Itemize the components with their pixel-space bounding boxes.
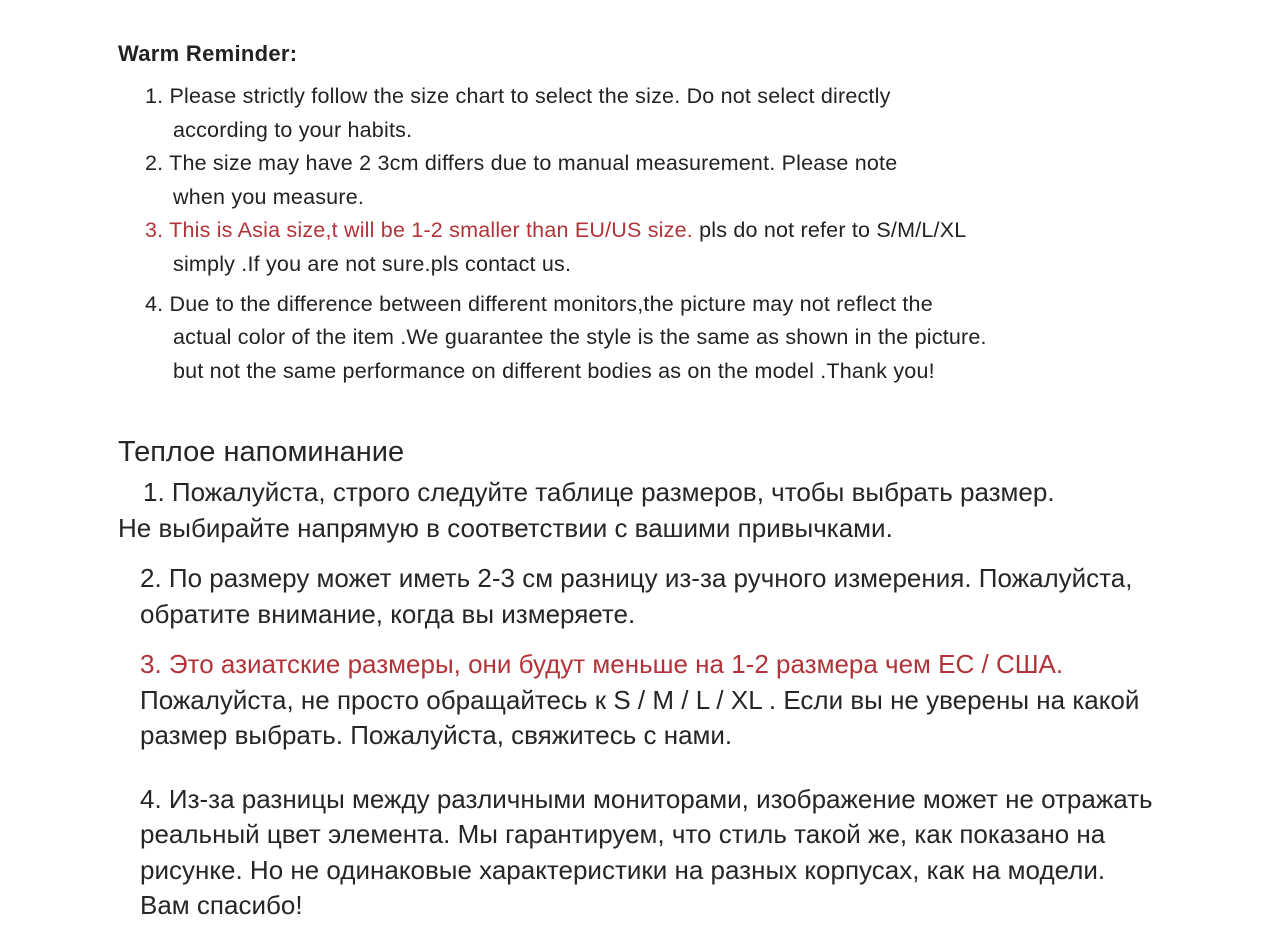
text-line: simply .If you are not sure.pls contact us.	[173, 251, 572, 276]
russian-item-1	[118, 475, 1280, 546]
text-line: when you measure.	[173, 184, 365, 209]
red-highlight-text: 3. This is Asia size,t will be 1-2 smaller than EU/US size.	[145, 218, 693, 243]
russian-item-3	[140, 647, 1280, 754]
text-line: according to your habits.	[173, 117, 413, 142]
text-line: 2. The size may have 2 3cm differs due to manual measurement. Please note	[145, 151, 898, 176]
text-line: 1. Пожалуйста, строго следуйте таблице размеров, чтобы выбрать размер.	[143, 477, 1055, 508]
russian-title: Теплое напоминание	[118, 436, 405, 469]
russian-item-4	[140, 782, 1280, 924]
text-line: Не выбирайте напрямую в соответствии с вашими привычками.	[118, 512, 893, 543]
text-line: размер выбрать. Пожалуйста, свяжитесь с нами.	[140, 720, 733, 751]
text-line: pls do not refer to S/M/L/XL	[692, 218, 967, 243]
english-item-3	[145, 214, 1280, 281]
red-highlight-text: 3. Это азиатские размеры, они будут меньше на 1-2 размера чем ЕС / США.	[140, 649, 1064, 680]
text-line: 2. По размеру может иметь 2-3 см разницу из-за ручного измерения. Пожалуйста,	[140, 563, 1133, 594]
text-line: реальный цвет элемента. Мы гарантируем, что стиль такой же, как показано на	[140, 819, 1106, 850]
text-line: рисунке. Но не одинаковые характеристики на разных корпусах, как на модели.	[140, 854, 1106, 885]
text-line: 1. Please strictly follow the size chart to select the size. Do not select directly	[145, 84, 891, 108]
text-line: 4. Из-за разницы между различными мониторами, изображение может не отражать	[140, 783, 1153, 814]
english-item-1	[145, 80, 1280, 147]
text-line: but not the same performance on different bodies as on the model .Thank you!	[173, 358, 935, 383]
english-section	[0, 0, 1280, 388]
text-line: Вам спасибо!	[140, 890, 303, 921]
text-line: Пожалуйста, не просто обращайтесь к S / M / L / XL . Если вы не уверены на какой	[140, 684, 1140, 715]
english-item-4	[145, 288, 1280, 389]
russian-item-2	[140, 561, 1280, 632]
text-line: actual color of the item .We guarantee the style is the same as shown in the picture.	[173, 325, 987, 350]
english-list	[0, 80, 1280, 388]
english-item-2	[145, 147, 1280, 214]
text-line: 4. Due to the difference between different monitors,the picture may not reflect the	[145, 291, 933, 316]
text-line: обратите внимание, когда вы измеряете.	[140, 598, 636, 629]
russian-section	[0, 435, 1280, 924]
english-title: Warm Reminder:	[118, 41, 298, 66]
